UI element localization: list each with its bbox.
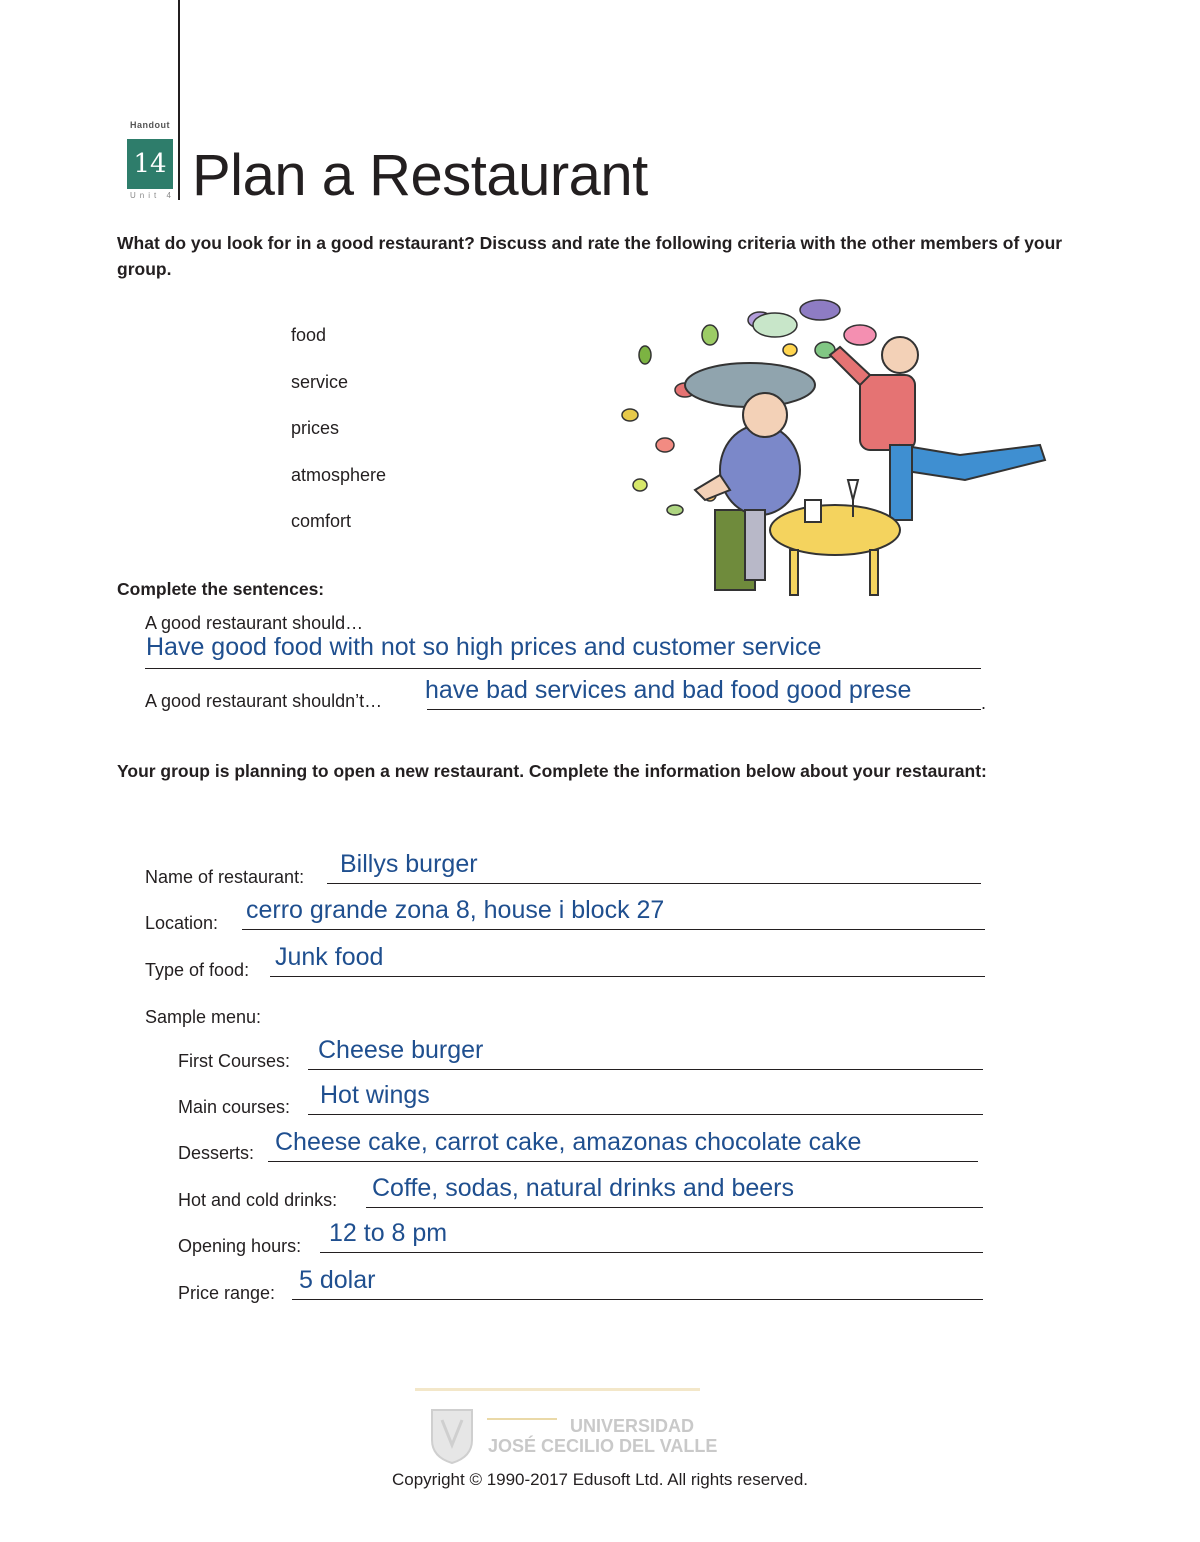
location-label: Location: — [145, 913, 219, 933]
name-answer-line — [327, 883, 981, 884]
footer-divider — [415, 1388, 700, 1391]
watermark-line — [487, 1418, 557, 1420]
header-divider — [178, 0, 180, 200]
university-name — [488, 1416, 718, 1456]
price-line — [292, 1299, 983, 1300]
criteria-item: atmosphere — [291, 465, 387, 485]
shouldnt-end: . — [981, 693, 987, 713]
complete-heading: Complete the sentences: — [117, 579, 325, 599]
waiter-illustration — [600, 295, 1055, 610]
criteria-item: comfort — [291, 511, 352, 531]
shouldnt-answer-line — [427, 709, 981, 710]
hours-line — [320, 1252, 983, 1253]
desserts-label: Desserts: — [178, 1143, 255, 1163]
criteria-item: food — [291, 325, 327, 345]
main-courses-answer[interactable]: Hot wings — [320, 1081, 430, 1109]
first-courses-line — [308, 1069, 983, 1070]
unit-number-badge: 14 — [127, 139, 173, 189]
shouldnt-label: A good restaurant shouldn’t… — [145, 691, 383, 711]
shouldnt-answer[interactable]: have bad services and bad food good prese — [425, 676, 912, 704]
should-label: A good restaurant should… — [145, 613, 364, 633]
customer — [695, 393, 800, 590]
university-crest-icon — [427, 1405, 477, 1465]
hours-answer[interactable]: 12 to 8 pm — [329, 1219, 448, 1247]
type-answer-line — [270, 976, 985, 977]
drinks-line — [366, 1207, 983, 1208]
should-answer-line — [145, 668, 981, 669]
hours-label: Opening hours: — [178, 1236, 302, 1256]
handout-label: Handout — [130, 120, 170, 130]
drinks-answer[interactable]: Coffe, sodas, natural drinks and beers — [372, 1174, 795, 1202]
intro-instruction: What do you look for in a good restaurant? Discuss and rate the following criteria with the other members of your group. — [117, 233, 1063, 279]
main-courses-label: Main courses: — [178, 1097, 291, 1117]
main-courses-line — [308, 1114, 983, 1115]
first-courses-label: First Courses: — [178, 1051, 291, 1071]
university-line-2: JOSÉ CECILIO DEL VALLE — [488, 1436, 718, 1456]
university-line-1: UNIVERSIDAD — [570, 1416, 695, 1436]
should-answer[interactable]: Have good food with not so high prices and customer service — [146, 633, 822, 661]
first-courses-answer[interactable]: Cheese burger — [318, 1036, 484, 1064]
name-answer[interactable]: Billys burger — [340, 850, 478, 878]
location-answer[interactable]: cerro grande zona 8, house i block 27 — [246, 896, 665, 924]
price-answer[interactable]: 5 dolar — [299, 1266, 376, 1294]
criteria-item: prices — [291, 418, 340, 438]
type-label: Type of food: — [145, 960, 250, 980]
type-answer[interactable]: Junk food — [275, 943, 384, 971]
waiter — [830, 337, 1045, 520]
drinks-label: Hot and cold drinks: — [178, 1190, 338, 1210]
criteria-item: service — [291, 372, 349, 392]
page-title: Plan a Restaurant — [192, 143, 648, 208]
price-label: Price range: — [178, 1283, 276, 1303]
copyright-text: Copyright © 1990-2017 Edusoft Ltd. All rights reserved. — [391, 1470, 809, 1489]
name-label: Name of restaurant: — [145, 867, 305, 887]
plan-instruction: Your group is planning to open a new restaurant. Complete the information below about your restaurant: — [117, 761, 987, 781]
desserts-answer[interactable]: Cheese cake, carrot cake, amazonas chocolate cake — [275, 1128, 862, 1156]
menu-label: Sample menu: — [145, 1007, 262, 1027]
location-answer-line — [242, 929, 985, 930]
unit-label: Unit 4 — [130, 191, 175, 200]
desserts-line — [268, 1161, 978, 1162]
